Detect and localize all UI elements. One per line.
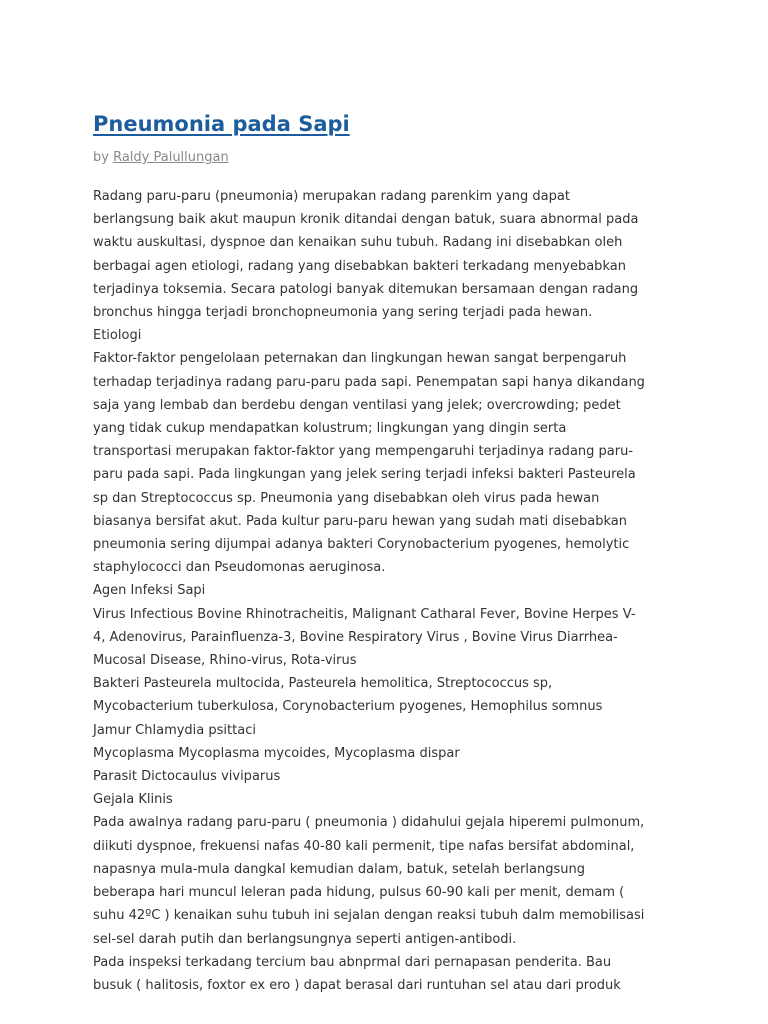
author-link[interactable]: Raldy Palullungan: [113, 150, 229, 165]
body-line: Agen Infeksi Sapi: [93, 583, 206, 599]
article: [93, 108, 683, 997]
body-line: bronchus hingga terjadi bronchopneumonia yang sering terjadi pada hewan.: [93, 305, 593, 321]
body-line: terhadap terjadinya radang paru-paru pada sapi. Penempatan sapi hanya dikandang: [93, 374, 645, 390]
byline: [93, 148, 683, 168]
body-line: waktu auskultasi, dyspnoe dan kenaikan suhu tubuh. Radang ini disebabkan oleh: [93, 235, 623, 251]
body-line: Etiologi: [93, 328, 142, 344]
body-line: beberapa hari muncul leleran pada hidung, pulsus 60-90 kali per menit, demam (: [93, 885, 625, 901]
body-line: Mucosal Disease, Rhino-virus, Rota-virus: [93, 653, 357, 669]
body-line: Parasit Dictocaulus viviparus: [93, 769, 281, 785]
body-line: 4, Adenovirus, Parainfluenza-3, Bovine Respiratory Virus , Bovine Virus Diarrhea-: [93, 629, 618, 645]
body-line: berbagai agen etiologi, radang yang disebabkan bakteri terkadang menyebabkan: [93, 258, 626, 274]
body-line: busuk ( halitosis, foxtor ex ero ) dapat berasal dari runtuhan sel atau dari produk: [93, 977, 621, 993]
byline-prefix: by: [93, 150, 114, 165]
body-line: berlangsung baik akut maupun kronik ditandai dengan batuk, suara abnormal pada: [93, 212, 639, 228]
body-line: terjadinya toksemia. Secara patologi banyak ditemukan bersamaan dengan radang: [93, 281, 639, 297]
body-line: yang tidak cukup mendapatkan kolustrum; lingkungan yang dingin serta: [93, 421, 567, 437]
body-line: sp dan Streptococcus sp. Pneumonia yang disebabkan oleh virus pada hewan: [93, 490, 600, 506]
body-line: biasanya bersifat akut. Pada kultur paru-paru hewan yang sudah mati disebabkan: [93, 513, 628, 529]
body-line: Virus Infectious Bovine Rhinotracheitis, Malignant Catharal Fever, Bovine Herpes V-: [93, 606, 636, 622]
body-line: pneumonia sering dijumpai adanya bakteri Corynobacterium pyogenes, hemolytic: [93, 537, 630, 553]
body-line: Bakteri Pasteurela multocida, Pasteurela hemolitica, Streptococcus sp,: [93, 676, 553, 692]
body-line: Mycoplasma Mycoplasma mycoides, Mycoplasma dispar: [93, 745, 460, 761]
body-line: Jamur Chlamydia psittaci: [93, 722, 256, 738]
body-line: Faktor-faktor pengelolaan peternakan dan lingkungan hewan sangat berpengaruh: [93, 351, 627, 367]
article-title-link[interactable]: Pneumonia pada Sapi: [93, 112, 350, 136]
body-line: diikuti dyspnoe, frekuensi nafas 40-80 kali permenit, tipe nafas bersifat abdominal,: [93, 838, 635, 854]
body-line: staphylococci dan Pseudomonas aeruginosa.: [93, 560, 386, 576]
body-line: Pada inspeksi terkadang tercium bau abnprmal dari pernapasan penderita. Bau: [93, 954, 612, 970]
body-line: sel-sel darah putih dan berlangsungnya seperti antigen-antibodi.: [93, 931, 517, 947]
body-line: Pada awalnya radang paru-paru ( pneumonia ) didahului gejala hiperemi pulmonum,: [93, 815, 645, 831]
body-line: napasnya mula-mula dangkal kemudian dalam, batuk, setelah berlangsung: [93, 861, 585, 877]
body-line: Mycobacterium tuberkulosa, Corynobacterium pyogenes, Hemophilus somnus: [93, 699, 603, 715]
body-line: Radang paru-paru (pneumonia) merupakan radang parenkim yang dapat: [93, 189, 570, 204]
body-line: suhu 42ºC ) kenaikan suhu tubuh ini sejalan dengan reaksi tubuh dalm memobilisasi: [93, 908, 645, 924]
article-body: [93, 185, 683, 997]
body-line: saja yang lembab dan berdebu dengan ventilasi yang jelek; overcrowding; pedet: [93, 397, 621, 413]
body-line: transportasi merupakan faktor-faktor yang mempengaruhi terjadinya radang paru-: [93, 444, 634, 460]
body-line: paru pada sapi. Pada lingkungan yang jelek sering terjadi infeksi bakteri Pasteurela: [93, 467, 636, 483]
body-line: Gejala Klinis: [93, 792, 173, 808]
